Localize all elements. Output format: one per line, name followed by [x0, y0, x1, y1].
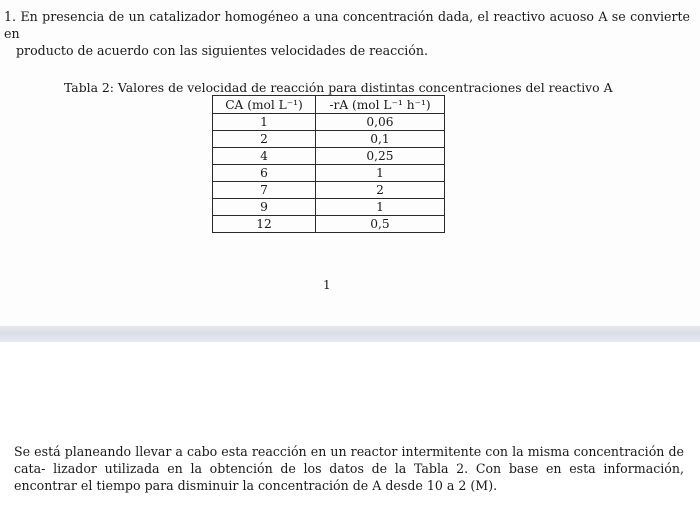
question-line-3: para disminuir la concentración de A desde 10 a 2 (M). — [144, 478, 498, 493]
rate-cell: 2 — [316, 182, 445, 199]
table-row — [213, 131, 445, 148]
table-row — [213, 148, 445, 165]
problem-number: 1. — [4, 9, 17, 24]
concentration-cell: 6 — [213, 165, 316, 182]
concentration-cell: 9 — [213, 199, 316, 216]
rate-cell: 0,1 — [316, 131, 445, 148]
page-separator — [0, 326, 700, 342]
table-header-row — [213, 96, 445, 114]
concentration-cell: 7 — [213, 182, 316, 199]
table-row — [213, 199, 445, 216]
page-number: 1 — [323, 278, 331, 292]
problem-statement — [4, 8, 690, 59]
concentration-cell: 4 — [213, 148, 316, 165]
question-line-1: Se está planeando llevar a cabo esta reacción en un reactor intermitente con la misma concentración de cata- — [14, 444, 684, 476]
rate-cell: 0,06 — [316, 114, 445, 131]
table-row — [213, 182, 445, 199]
concentration-cell: 1 — [213, 114, 316, 131]
column-header-rate: -rA (mol L⁻¹ h⁻¹) — [316, 96, 445, 114]
reaction-rate-table — [212, 95, 445, 233]
table-row — [213, 216, 445, 233]
rate-cell: 0,25 — [316, 148, 445, 165]
table-row — [213, 165, 445, 182]
question-line-2: lizador utilizada en la obtención de los datos de la Tabla 2. Con base en esta información, encontrar el tiempo — [14, 461, 684, 493]
concentration-cell: 12 — [213, 216, 316, 233]
rate-cell: 1 — [316, 165, 445, 182]
rate-cell: 1 — [316, 199, 445, 216]
concentration-cell: 2 — [213, 131, 316, 148]
table-caption: Tabla 2: Valores de velocidad de reacción para distintas concentraciones del reactivo A — [64, 80, 613, 95]
problem-text-line-1: En presencia de un catalizador homogéneo a una concentración dada, el reactivo acuoso A se convierte en — [4, 9, 690, 41]
table-row — [213, 114, 445, 131]
rate-cell: 0,5 — [316, 216, 445, 233]
column-header-concentration: CA (mol L⁻¹) — [213, 96, 316, 114]
question-text — [14, 443, 684, 494]
problem-text-line-2: producto de acuerdo con las siguientes velocidades de reacción. — [16, 43, 428, 58]
